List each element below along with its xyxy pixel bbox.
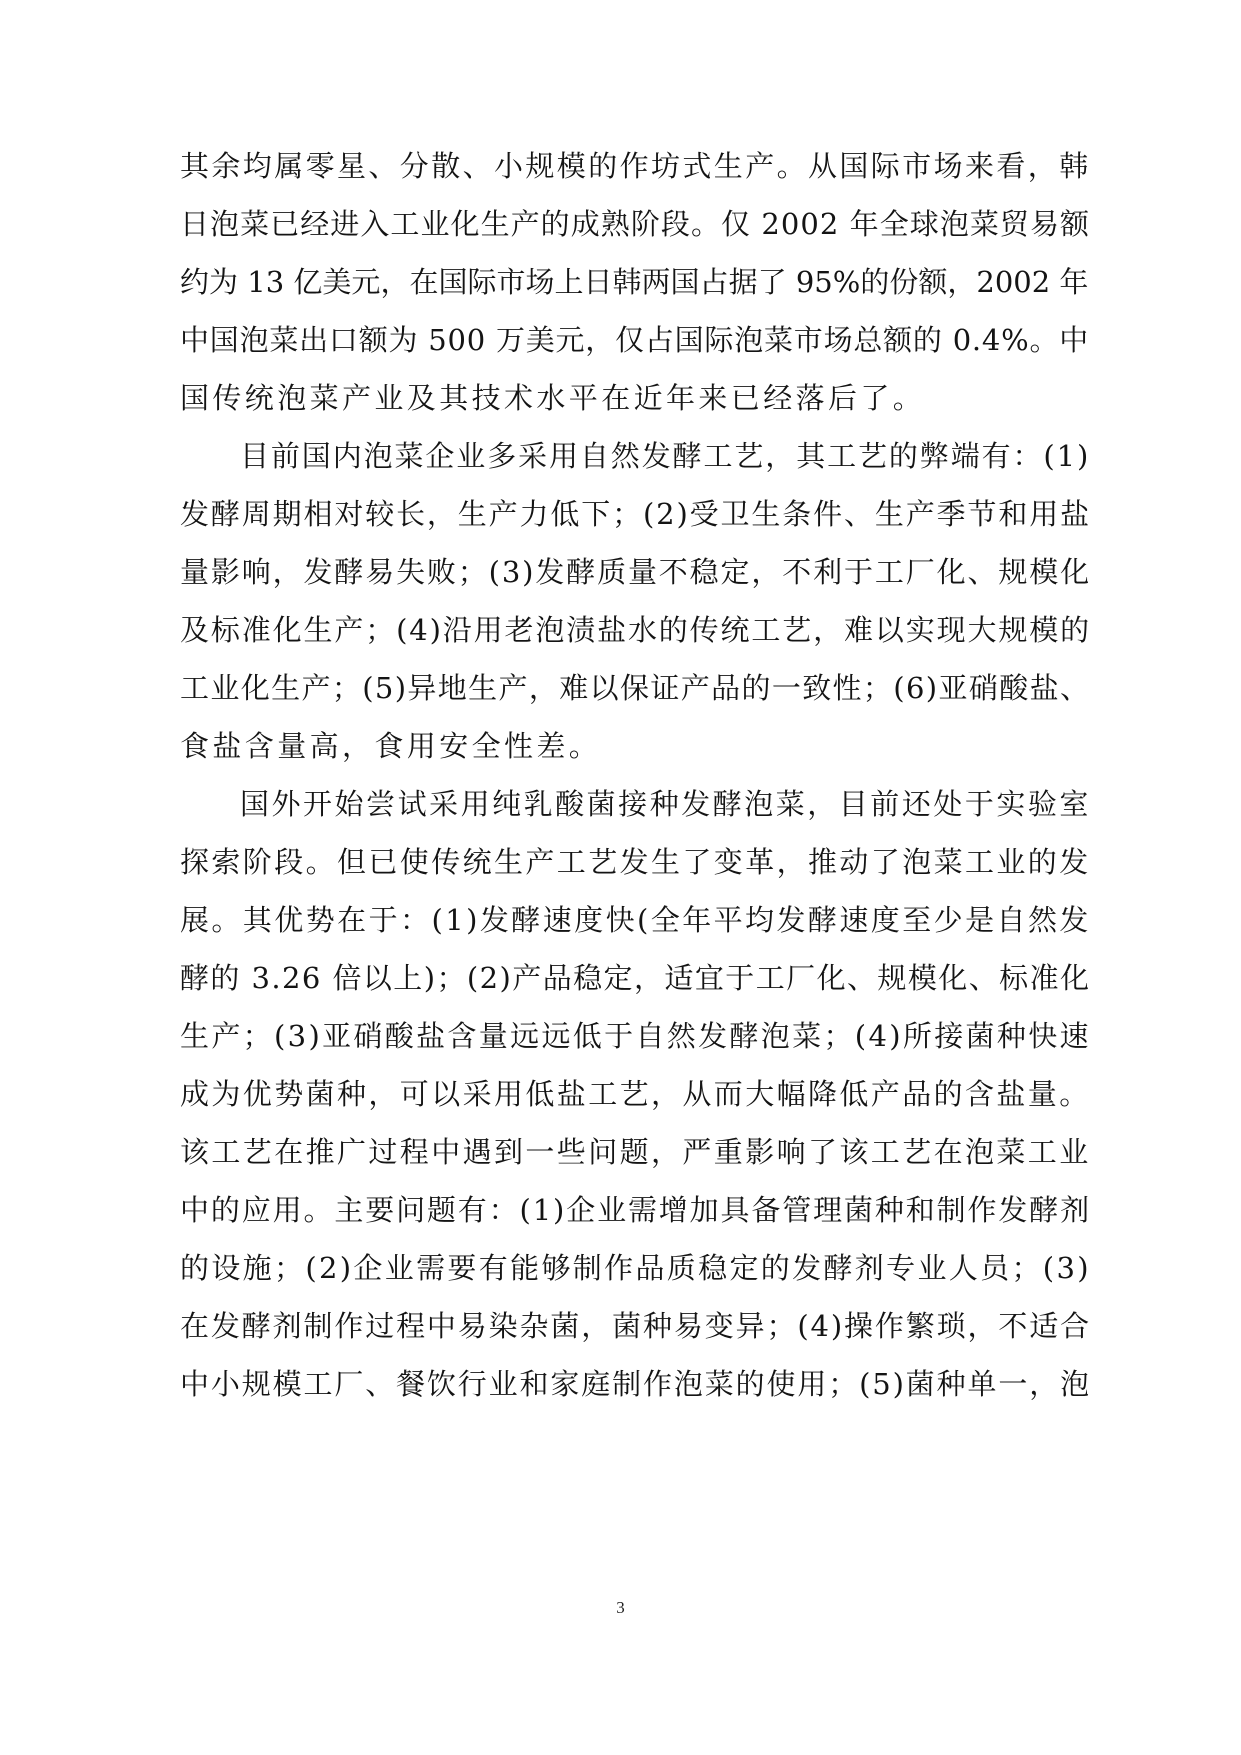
text-line: 及标准化生产；(4)沿用老泡渍盐水的传统工艺，难以实现大规模的 — [180, 613, 1091, 647]
text-line: 日泡菜已经进入工业化生产的成熟阶段。仅 2002 年全球泡菜贸易额 — [180, 207, 1091, 241]
text-line: 国传统泡菜产业及其技术水平在近年来已经落后了。 — [180, 381, 926, 415]
text-line: 的设施；(2)企业需要有能够制作品质稳定的发酵剂专业人员；(3) — [180, 1251, 1091, 1285]
text-line: 生产；(3)亚硝酸盐含量远远低于自然发酵泡菜；(4)所接菌种快速 — [180, 1019, 1091, 1053]
text-line: 中小规模工厂、餐饮行业和家庭制作泡菜的使用；(5)菌种单一，泡 — [180, 1367, 1091, 1401]
paragraph-start-line: 目前国内泡菜企业多采用自然发酵工艺，其工艺的弊端有：(1) — [240, 439, 1091, 473]
text-line: 在发酵剂制作过程中易染杂菌，菌种易变异；(4)操作繁琐，不适合 — [180, 1309, 1091, 1343]
text-line: 工业化生产；(5)异地生产，难以保证产品的一致性；(6)亚硝酸盐、 — [180, 671, 1091, 705]
text-line: 量影响，发酵易失败；(3)发酵质量不稳定，不利于工厂化、规模化 — [180, 555, 1091, 589]
text-line: 展。其优势在于：(1)发酵速度快(全年平均发酵速度至少是自然发 — [180, 903, 1091, 937]
text-line: 探索阶段。但已使传统生产工艺发生了变革，推动了泡菜工业的发 — [180, 845, 1091, 879]
text-line: 中国泡菜出口额为 500 万美元，仅占国际泡菜市场总额的 0.4%。中 — [180, 323, 1090, 357]
paragraph-start-line: 国外开始尝试采用纯乳酸菌接种发酵泡菜，目前还处于实验室 — [240, 787, 1091, 821]
page-number: 3 — [616, 1598, 625, 1617]
text-line: 成为优势菌种，可以采用低盐工艺，从而大幅降低产品的含盐量。 — [180, 1077, 1091, 1111]
text-line: 食盐含量高，食用安全性差。 — [180, 729, 602, 763]
text-line: 约为 13 亿美元，在国际市场上日韩两国占据了 95%的份额，2002 年 — [180, 265, 1089, 299]
text-line: 中的应用。主要问题有：(1)企业需增加具备管理菌种和制作发酵剂 — [180, 1193, 1091, 1227]
text-line: 该工艺在推广过程中遇到一些问题，严重影响了该工艺在泡菜工业 — [180, 1135, 1091, 1169]
text-line: 发酵周期相对较长，生产力低下；(2)受卫生条件、生产季节和用盐 — [180, 497, 1091, 531]
text-line: 酵的 3.26 倍以上)；(2)产品稳定，适宜于工厂化、规模化、标准化 — [180, 961, 1091, 995]
text-line: 其余均属零星、分散、小规模的作坊式生产。从国际市场来看，韩 — [180, 149, 1091, 183]
